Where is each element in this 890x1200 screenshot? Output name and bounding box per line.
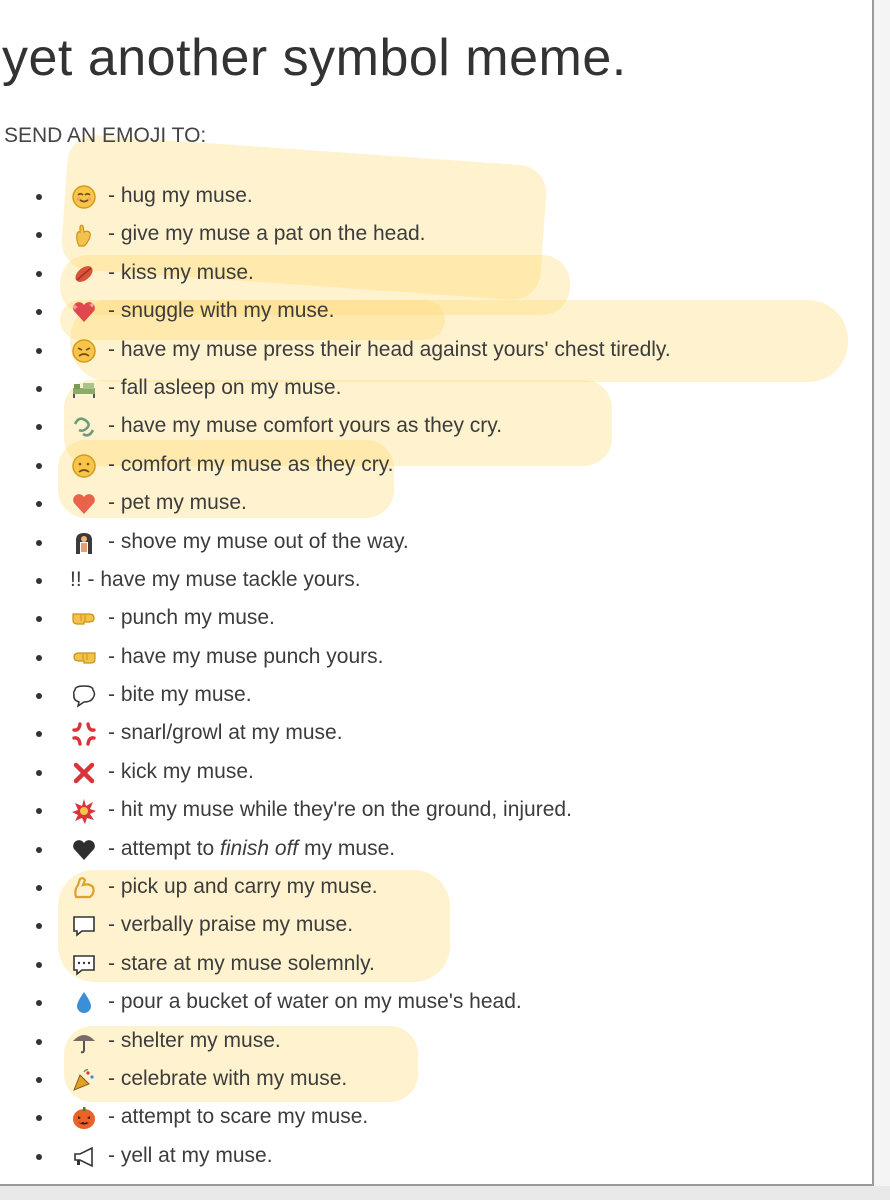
anger-symbol-icon — [71, 721, 97, 747]
bullet — [36, 386, 42, 392]
item-text: - have my muse press their head against yours' chest tiredly. — [108, 337, 671, 361]
item-text: - hit my muse while they're on the ground, injured. — [108, 798, 572, 822]
water-droplet-icon — [71, 990, 97, 1016]
bullet — [36, 463, 42, 469]
hug-arms-icon — [71, 414, 97, 440]
list-item — [0, 1140, 860, 1178]
bullet — [36, 348, 42, 354]
list-item — [0, 679, 860, 717]
item-text: - fall asleep on my muse. — [108, 375, 342, 399]
list-item — [0, 410, 860, 448]
bullet — [36, 194, 42, 200]
item-text: - pour a bucket of water on my muse's head. — [108, 990, 522, 1014]
raised-hand-icon — [71, 222, 97, 248]
bullet — [36, 693, 42, 699]
list-item — [0, 257, 860, 295]
bullet — [36, 1000, 42, 1006]
list-item — [0, 986, 860, 1024]
sparkling-heart-icon — [71, 299, 97, 325]
list-item — [0, 218, 860, 256]
bullet — [36, 770, 42, 776]
flexed-biceps-icon — [71, 875, 97, 901]
bullet — [36, 1115, 42, 1121]
list-item — [0, 334, 860, 372]
black-heart-icon — [71, 837, 97, 863]
bullet — [36, 731, 42, 737]
list-item — [0, 564, 860, 602]
list-item — [0, 1063, 860, 1101]
item-text: - pet my muse. — [108, 491, 247, 515]
list-item — [0, 1101, 860, 1139]
bullet — [36, 578, 42, 584]
item-text: - have my muse punch yours. — [108, 644, 384, 668]
list-item — [0, 295, 860, 333]
list-item — [0, 756, 860, 794]
bullet — [36, 923, 42, 929]
bullet — [36, 232, 42, 238]
item-text: - attempt to finish off my muse. — [108, 836, 396, 860]
bullet — [36, 309, 42, 315]
smiling-face-icon — [71, 184, 97, 210]
bullet — [36, 885, 42, 891]
bullet — [36, 540, 42, 546]
item-text: - snarl/growl at my muse. — [108, 721, 343, 745]
item-text: - kick my muse. — [108, 759, 254, 783]
item-text: - give my muse a pat on the head. — [108, 222, 426, 246]
fist-left-icon — [71, 645, 97, 671]
page-subtitle: SEND AN EMOJI TO: — [4, 124, 207, 147]
bullet — [36, 616, 42, 622]
bullet — [36, 1039, 42, 1045]
fist-right-icon — [71, 606, 97, 632]
list-item — [0, 526, 860, 564]
list-item — [0, 449, 860, 487]
page-title: yet another symbol meme. — [2, 29, 627, 87]
list-item — [0, 833, 860, 871]
bullet — [36, 424, 42, 430]
ellipsis-speech-bubble-icon — [71, 952, 97, 978]
bullet — [36, 808, 42, 814]
item-text: - celebrate with my muse. — [108, 1066, 348, 1090]
lips-icon — [71, 261, 97, 287]
bullet — [36, 1077, 42, 1083]
item-text: - kiss my muse. — [108, 260, 254, 284]
party-popper-icon — [71, 1067, 97, 1093]
list-item — [0, 871, 860, 909]
couch-bed-icon — [71, 376, 97, 402]
bullet — [36, 847, 42, 853]
screenshot-edge — [0, 1186, 890, 1200]
bullet — [36, 655, 42, 661]
item-text: - verbally praise my muse. — [108, 913, 354, 937]
item-text: - hug my muse. — [108, 184, 253, 207]
item-text: - punch my muse. — [108, 606, 275, 630]
list-item — [0, 180, 860, 218]
person-pushing-icon — [71, 530, 97, 556]
list-item — [0, 487, 860, 525]
item-text: - yell at my muse. — [108, 1143, 273, 1167]
bullet — [36, 271, 42, 277]
bullet — [36, 962, 42, 968]
list-item — [0, 794, 860, 832]
item-text: - shove my muse out of the way. — [108, 529, 409, 553]
list-item — [0, 602, 860, 640]
item-text: - attempt to scare my muse. — [108, 1105, 369, 1129]
collision-icon — [71, 798, 97, 824]
item-text: !! - have my muse tackle yours. — [70, 567, 361, 591]
list-item — [0, 641, 860, 679]
persevering-face-icon — [71, 338, 97, 364]
list-item — [0, 948, 860, 986]
cross-mark-icon — [71, 760, 97, 786]
bullet — [36, 501, 42, 507]
item-text: - snuggle with my muse. — [108, 299, 335, 323]
item-text: - pick up and carry my muse. — [108, 875, 378, 899]
megaphone-icon — [71, 1144, 97, 1170]
item-text: - have my muse comfort yours as they cry. — [108, 414, 503, 438]
umbrella-icon — [71, 1029, 97, 1055]
emoji-list — [0, 180, 860, 1178]
list-item — [0, 1025, 860, 1063]
speech-bubble-icon — [71, 683, 97, 709]
jack-o-lantern-icon — [71, 1105, 97, 1131]
list-item — [0, 372, 860, 410]
sad-face-icon — [71, 453, 97, 479]
item-text: - stare at my muse solemnly. — [108, 951, 375, 975]
list-item — [0, 909, 860, 947]
item-text: - comfort my muse as they cry. — [108, 452, 394, 476]
list-item — [0, 717, 860, 755]
item-text: - shelter my muse. — [108, 1028, 281, 1052]
item-text: - bite my muse. — [108, 683, 252, 707]
empty-speech-bubble-icon — [71, 913, 97, 939]
orange-heart-icon — [71, 491, 97, 517]
screenshot-edge — [874, 0, 890, 1200]
bullet — [36, 1154, 42, 1160]
